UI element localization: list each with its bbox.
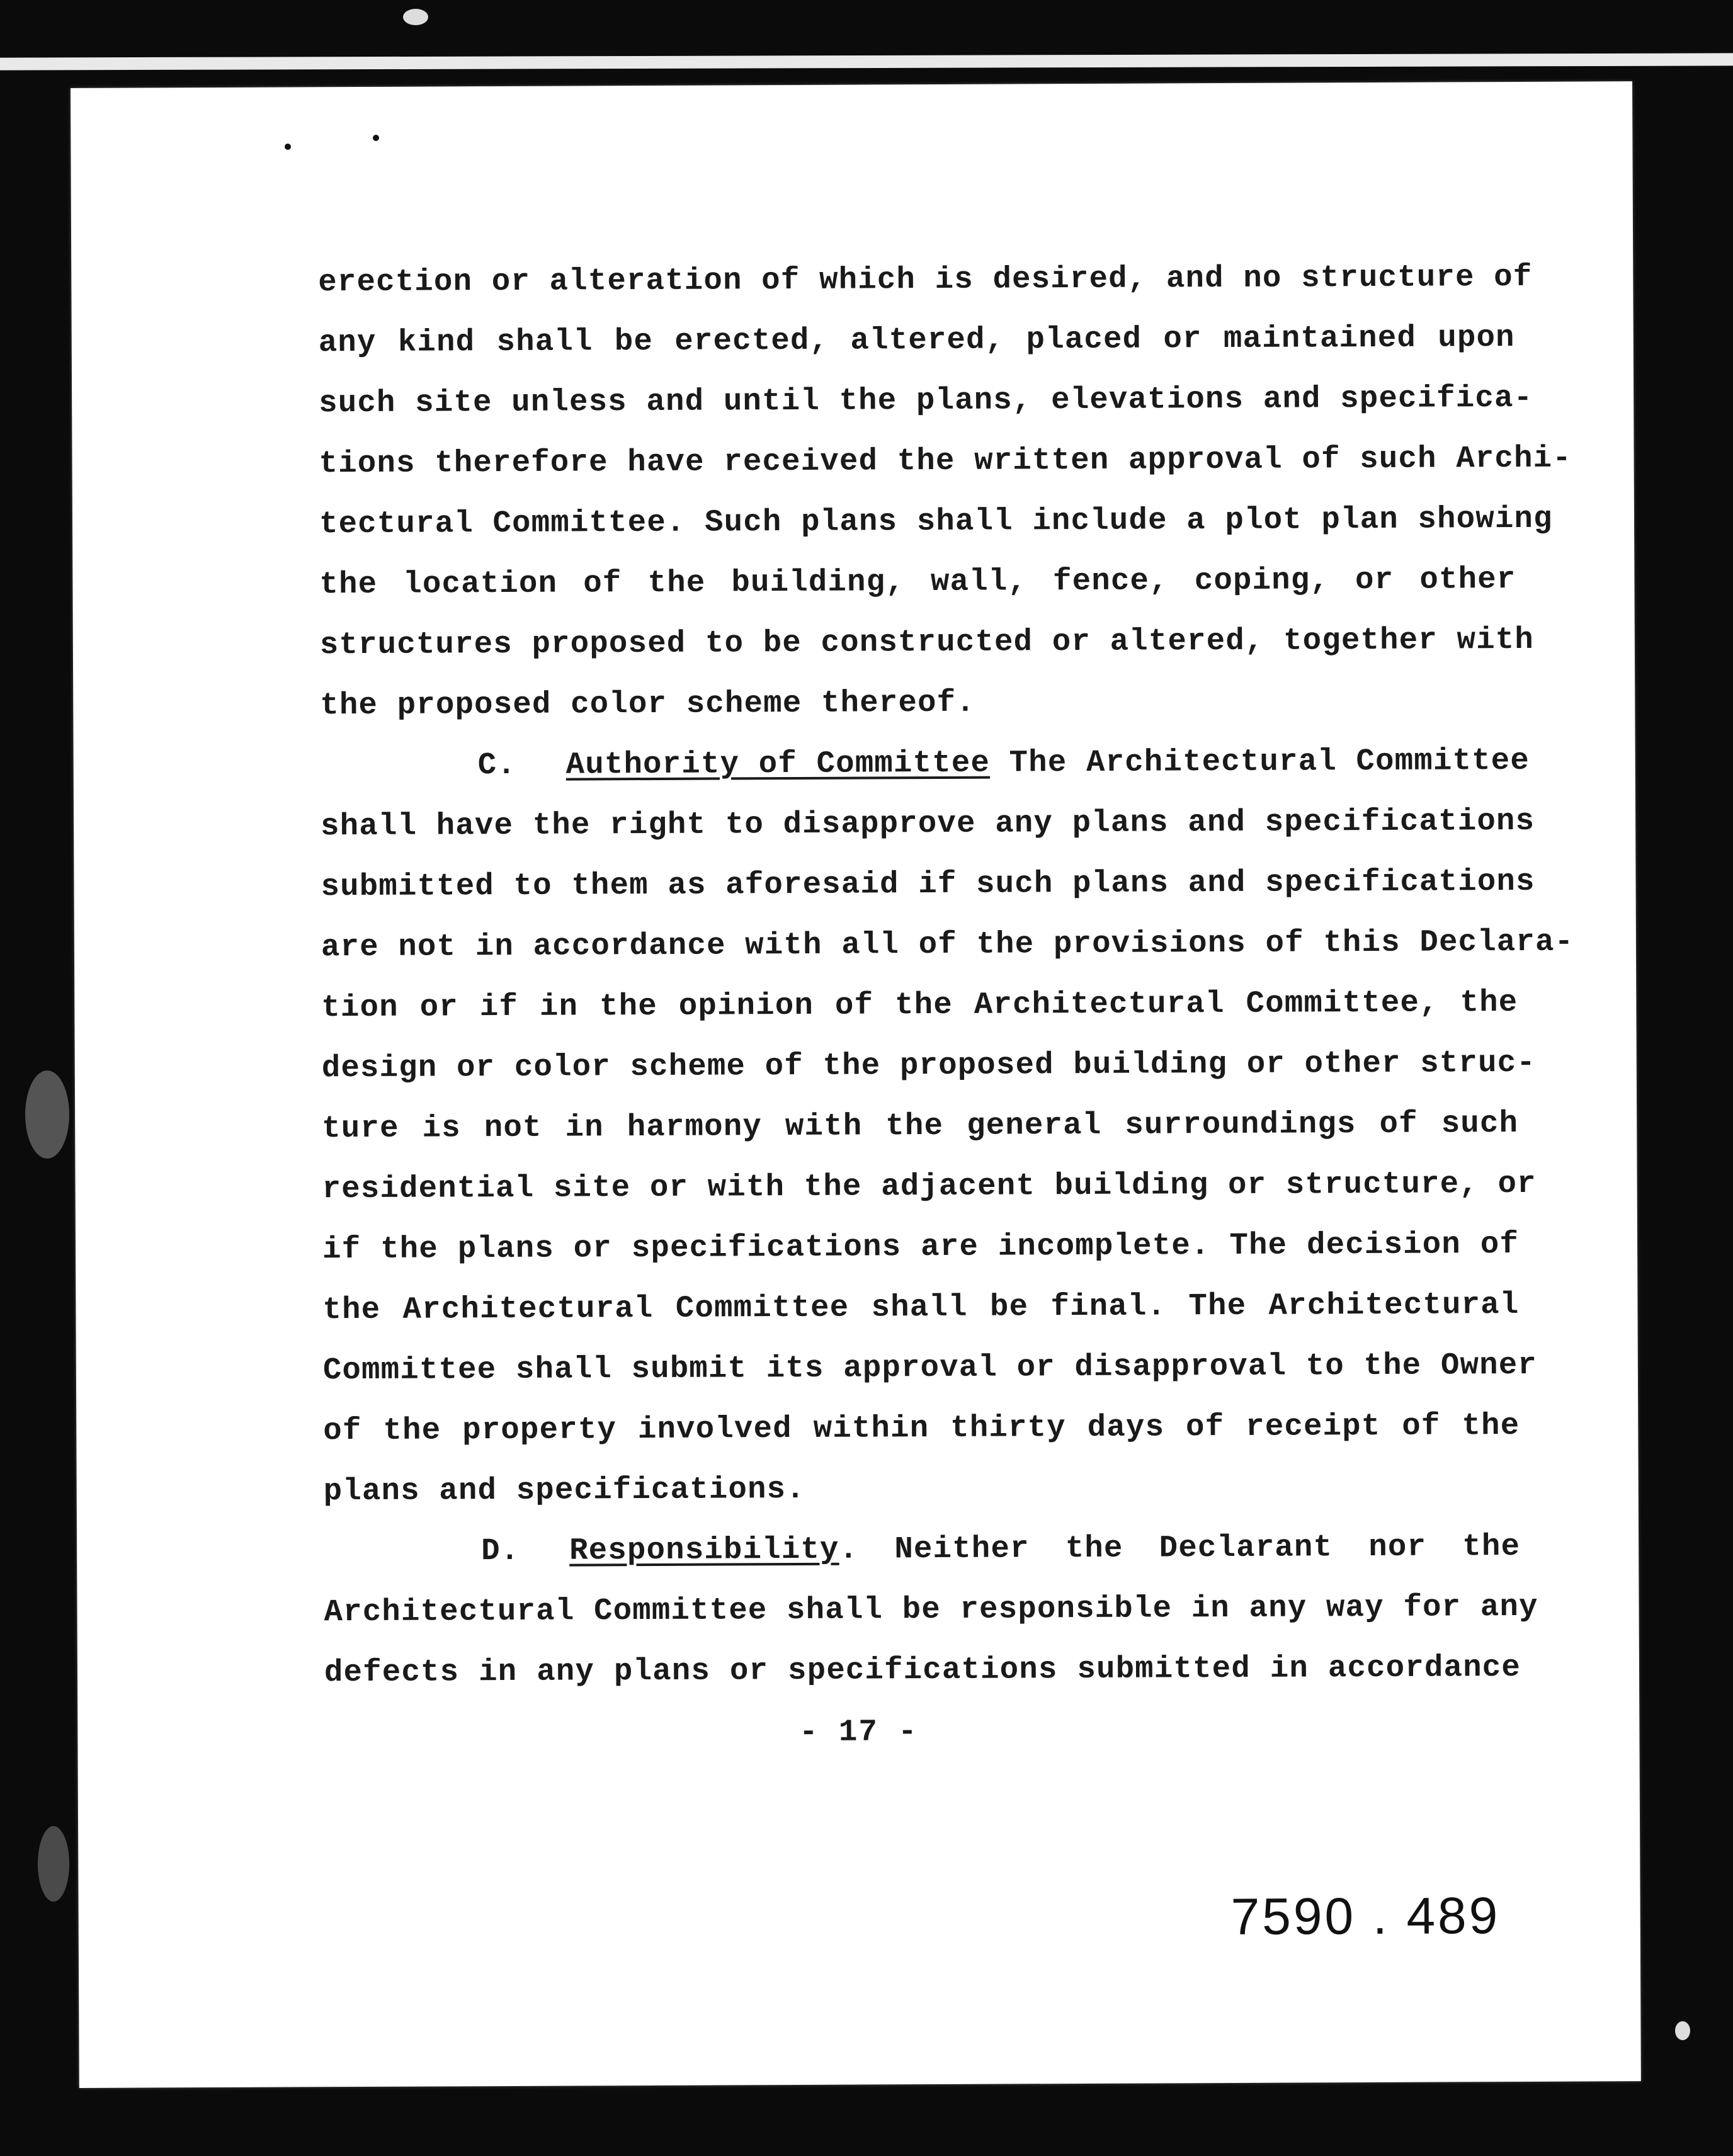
text-line: the location of the building, wall, fence, coping, or other [319, 561, 1516, 603]
text-line: tectural Committee. Such plans shall include a plot plan showing [319, 501, 1553, 542]
text-line: of the property involved within thirty days of receipt of the [323, 1407, 1520, 1449]
text-line: the proposed color scheme thereof. [320, 684, 975, 723]
bates-stamp: 7590 . 489 [1230, 1887, 1501, 1946]
text-line: ture is not in harmony with the general surroundings of such [322, 1105, 1519, 1147]
scan-speck [373, 135, 379, 141]
section-d-heading-punct: . [839, 1531, 859, 1567]
text-line: tions therefore have received the written approval of such Archi- [319, 440, 1572, 482]
section-c-first-line-rest: The Architectural Committee [1009, 742, 1530, 781]
text-line: such site unless and until the plans, elevations and specifica- [319, 380, 1533, 421]
scan-top-edge [0, 53, 1733, 70]
section-d-first-line-rest: Neither the Declarant nor the [894, 1528, 1521, 1567]
text-line: any kind shall be erected, altered, placed or maintained upon [318, 319, 1515, 361]
scan-speck [403, 9, 428, 25]
document-body [318, 247, 1574, 1703]
section-c-heading-line [320, 730, 1530, 796]
section-d-letter: D. [481, 1533, 520, 1569]
scan-speck [38, 1826, 69, 1902]
section-d-heading-line [324, 1516, 1520, 1582]
scan-speck [285, 144, 291, 150]
text-line: residential site or with the adjacent building or structure, or [322, 1166, 1537, 1207]
text-line: shall have the right to disapprove any plans and specifications [320, 803, 1535, 844]
text-line: Committee shall submit its approval or disapproval to the Owner [322, 1347, 1538, 1388]
text-line: erection or alteration of which is desired, and no structure of [318, 259, 1533, 300]
page-number: - 17 - [799, 1714, 918, 1750]
section-c-heading: Authority of Committee [565, 745, 991, 783]
text-line: design or color scheme of the proposed building or other struc- [321, 1045, 1537, 1086]
document-page [71, 81, 1641, 2088]
text-line: structures proposed to be constructed or altered, together with [319, 621, 1535, 663]
text-line: Architectural Committee shall be responsible in any way for any [324, 1589, 1538, 1630]
text-line: tion or if in the opinion of the Architectural Committee, the [321, 984, 1518, 1026]
text-line: submitted to them as aforesaid if such plans and specifications [321, 863, 1535, 905]
text-line: are not in accordance with all of the provisions of this Declara- [321, 924, 1574, 965]
scan-speck [25, 1070, 69, 1159]
text-line: the Architectural Committee shall be final. The Architectural [322, 1286, 1520, 1328]
text-line: plans and specifications. [323, 1471, 805, 1509]
text-line: if the plans or specifications are incomplete. The decision of [322, 1226, 1520, 1268]
text-line: defects in any plans or specifications submitted in accordance [324, 1649, 1521, 1691]
section-d-heading: Responsibility [569, 1531, 839, 1569]
section-c-letter: C. [477, 747, 517, 783]
scan-speck [1675, 2021, 1690, 2040]
